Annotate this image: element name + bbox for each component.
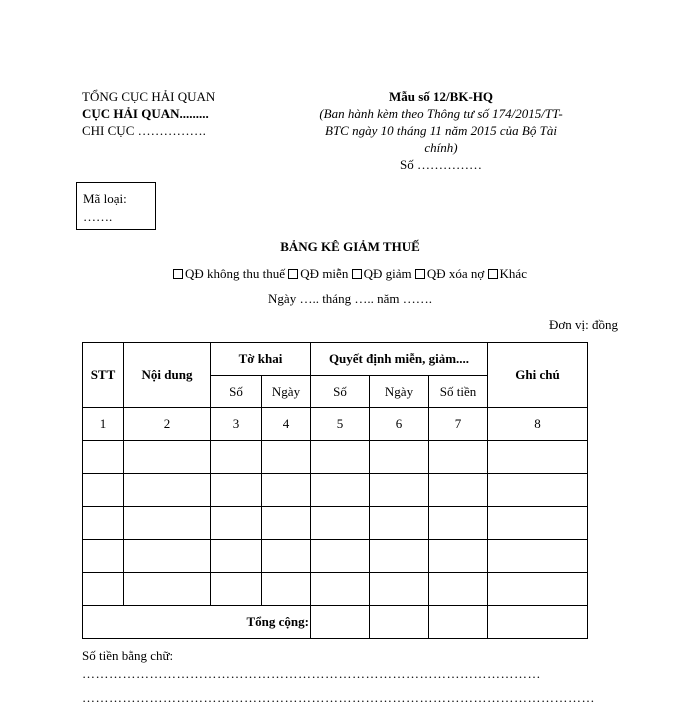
col-header-declaration-date: Ngày [262,376,311,408]
col-header-declaration-number: Số [211,376,262,408]
issued-by-line-2: BTC ngày 10 tháng 11 năm 2015 của Bộ Tài [325,123,557,138]
total-label: Tổng cộng: [211,606,311,639]
table-row [83,474,588,507]
col-header-decision-date: Ngày [370,376,429,408]
type-code-box [76,182,156,230]
col-header-amount: Số tiền [429,376,488,408]
currency-unit: Đơn vị: đồng [549,317,618,332]
tax-reduction-table [82,342,588,639]
amount-in-words-line-1[interactable]: ………………………………………………………………………………………… [82,666,541,681]
option-other[interactable]: Khác [488,266,527,281]
table-row [83,507,588,540]
type-code-value: ……. [83,209,113,224]
date-line: Ngày ….. tháng ….. năm ……. [268,291,432,306]
col-number: 4 [262,408,311,441]
option-exempt[interactable]: QĐ miễn [288,266,348,281]
customs-department-name: CỤC HẢI QUAN......... [82,106,209,121]
option-reduce[interactable]: QĐ giảm [352,266,412,281]
amount-in-words-line-2[interactable]: …………………………………………………………………………………………………… [82,690,595,705]
col-header-decision: Quyết định miễn, giảm.... [311,343,488,376]
amount-in-words-label: Số tiền bằng chữ: [82,648,174,663]
option-debt-write-off[interactable]: QĐ xóa nợ [415,266,484,281]
col-header-notes: Ghi chú [488,343,588,408]
document-number-line: Số …………… [400,157,482,172]
table-row [83,441,588,474]
type-code-label: Mã loại: [83,191,127,206]
col-header-stt: STT [83,343,124,408]
issued-by-line-1: (Ban hành kèm theo Thông tư số 174/2015/TT- [319,106,563,121]
col-header-declaration: Tờ khai [211,343,311,376]
col-number: 7 [429,408,488,441]
column-number-row [83,408,588,441]
col-header-decision-number: Số [311,376,370,408]
checkbox-icon[interactable] [288,269,298,279]
checkbox-icon[interactable] [352,269,362,279]
checkbox-icon[interactable] [173,269,183,279]
form-header [305,88,577,173]
col-number: 8 [488,408,588,441]
general-department-name: TỔNG CỤC HẢI QUAN [82,89,216,104]
agency-header [82,88,215,139]
issued-by-line-3: chính) [424,140,458,155]
table-row [83,540,588,573]
col-number: 1 [83,408,124,441]
header-row-1 [83,343,588,376]
option-no-tax[interactable]: QĐ không thu thuế [173,266,285,281]
customs-branch-name: CHI CỤC ……………. [82,123,206,138]
total-row [83,606,588,639]
document-title: BẢNG KÊ GIẢM THUẾ [280,239,420,254]
col-number: 6 [370,408,429,441]
decision-type-options [0,266,700,282]
total-amount-cell[interactable] [429,606,488,639]
checkbox-icon[interactable] [488,269,498,279]
col-header-content: Nội dung [124,343,211,408]
checkbox-icon[interactable] [415,269,425,279]
col-number: 3 [211,408,262,441]
table-row [83,573,588,606]
form-number: Mẫu số 12/BK-HQ [388,89,493,104]
col-number: 2 [124,408,211,441]
col-number: 5 [311,408,370,441]
